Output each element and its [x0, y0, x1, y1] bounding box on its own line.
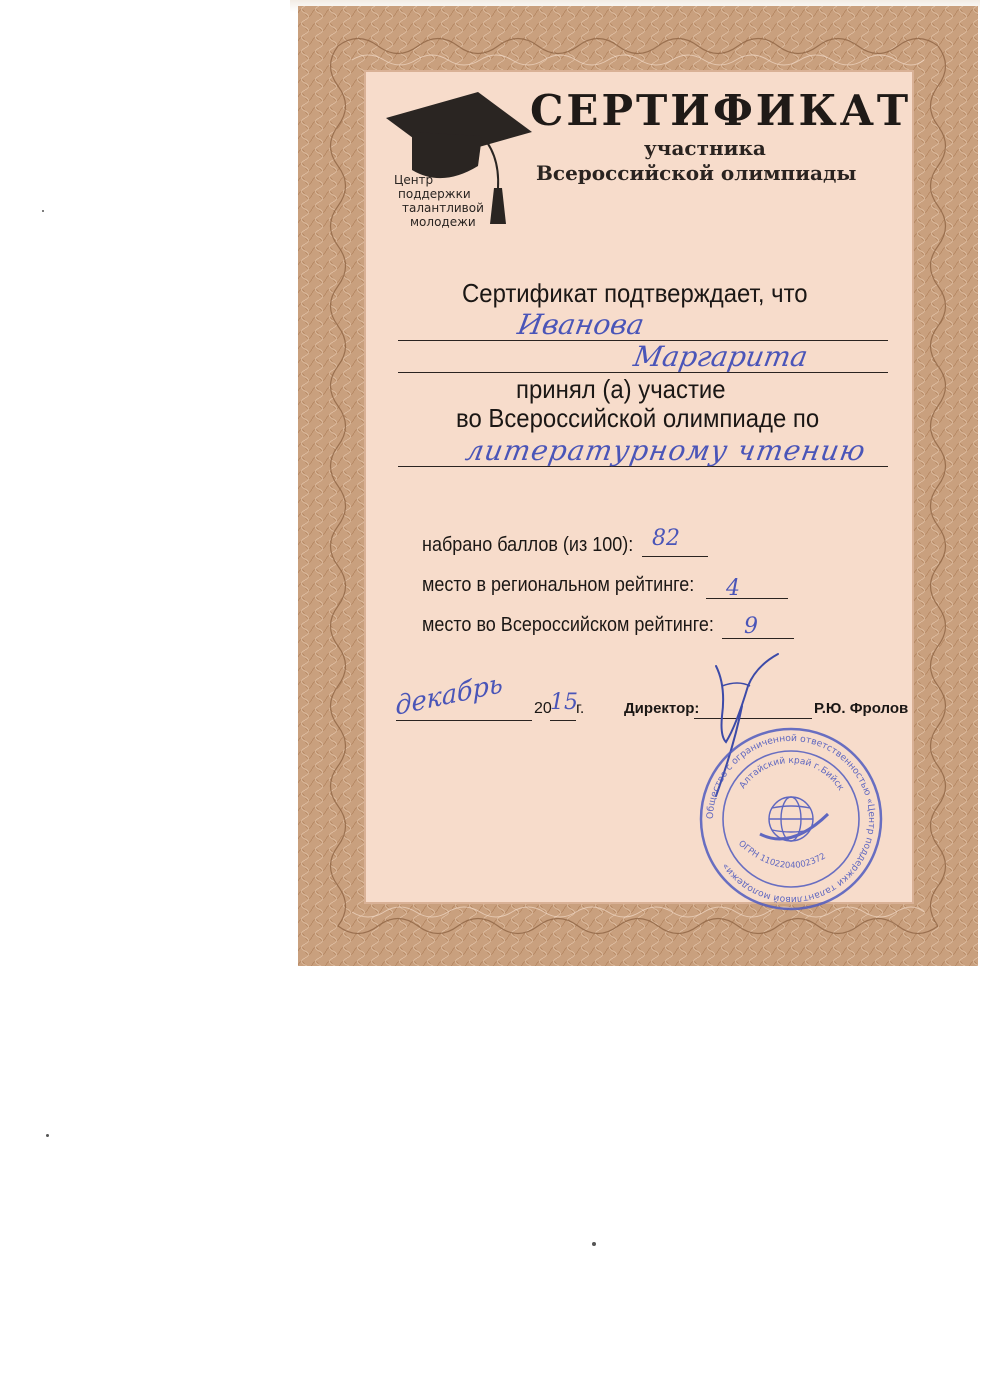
- participated-text: принял (а) участие: [516, 374, 726, 404]
- organization-stamp: [696, 724, 886, 914]
- regional-rank-value: 4: [726, 576, 740, 601]
- score-value: 82: [652, 526, 680, 551]
- logo-text-line-4: молодежи: [410, 215, 476, 229]
- certificate-title: СЕРТИФИКАТ: [530, 86, 912, 135]
- date-year-suffix: г.: [576, 700, 585, 717]
- score-label: набрано баллов (из 100):: [422, 534, 634, 556]
- national-rank-value: 9: [744, 614, 758, 639]
- director-name: Р.Ю. Фролов: [814, 700, 909, 717]
- certificate: [298, 6, 978, 966]
- svg-text:Алтайский край г.Бийск: Алтайский край г.Бийск: [737, 755, 846, 793]
- logo-text-line-1: Центр: [394, 173, 434, 187]
- date-month: декабрь: [394, 668, 504, 722]
- scan-speck: [46, 1134, 49, 1137]
- olympiad-subject: литературному чтению: [463, 434, 869, 467]
- regional-rank-label: место в региональном рейтинге:: [422, 574, 695, 596]
- olympiad-text: во Всероссийской олимпиаде по: [456, 403, 820, 433]
- svg-text:ОГРН 1102204002372: ОГРН 1102204002372: [736, 838, 828, 872]
- date-month-line: [396, 720, 532, 721]
- date-year-line: [550, 720, 576, 721]
- date-year-handwritten: 15: [550, 690, 578, 715]
- logo-text-line-2: поддержки: [398, 187, 471, 201]
- scan-speck: [42, 210, 44, 212]
- score-line: [642, 556, 708, 557]
- national-rank-line: [722, 638, 794, 639]
- director-label: Директор:: [624, 700, 700, 717]
- logo-text-line-3: талантливой: [402, 201, 484, 215]
- certificate-subtitle-line-2: Всероссийской олимпиады: [536, 161, 857, 185]
- national-rank-label: место во Всероссийском рейтинге:: [422, 614, 714, 636]
- scan-speck: [592, 1242, 596, 1246]
- confirm-text: Сертификат подтверждает, что: [462, 278, 808, 308]
- certificate-subtitle-line-1: участника: [644, 136, 766, 160]
- participant-name: Маргарита: [631, 340, 811, 373]
- date-year-prefix: 20: [534, 700, 552, 717]
- svg-text:Общество с ограниченной ответс: Общество с ограниченной ответственностью «Центр поддержки талантливой молодежи»: [704, 732, 878, 906]
- regional-rank-line: [706, 598, 788, 599]
- participant-surname: Иванова: [515, 308, 647, 341]
